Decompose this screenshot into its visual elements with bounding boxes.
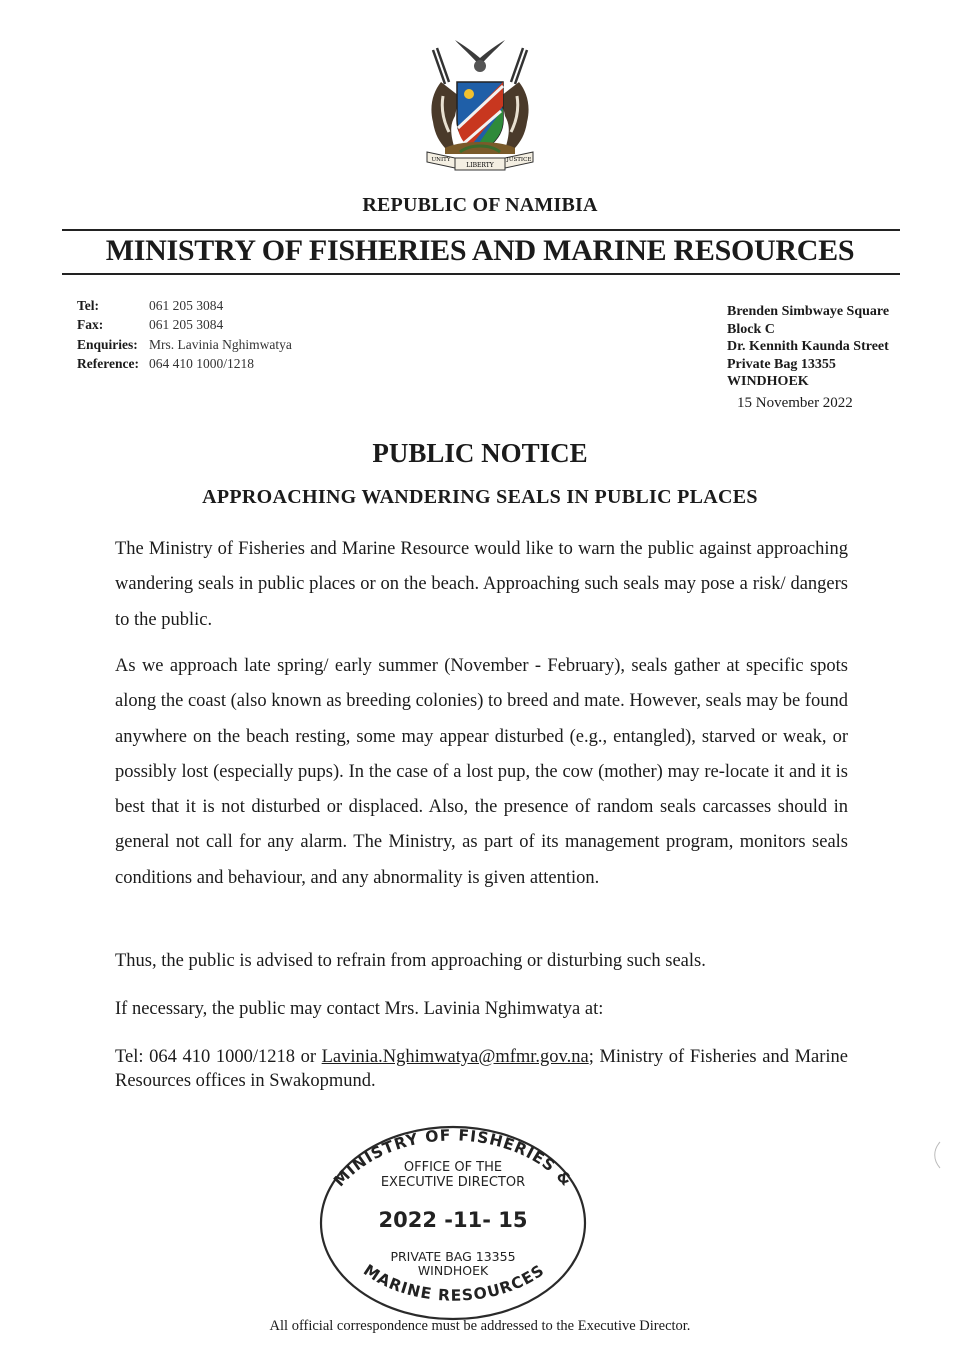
official-stamp [318,1124,588,1322]
header-rule-top [62,229,900,231]
contact-value: 061 205 3084 [149,297,224,313]
body-paragraph: As we approach late spring/ early summer (November - February), seals gather at specific spots along the coast (also known as breeding colonies) to breed and mate. However, seals may be found anywhere on the beach resting, some may appear disturbed (e.g., entangled), starved or weak, or possibly lost (especially pups). In the case of a lost pup, the cow (mother) may re-locate it and it is best that it is not disturbed or displaced. Also, the presence of random seals carcasses should in general not call for any alarm. The Ministry, as part of its management program, monitors seals conditions and behaviour, and any abnormality is given attention. [115,656,848,888]
email-link[interactable]: Lavinia.Nghimwatya@mfmr.gov.na [321,1047,589,1067]
footer-note: All official correspondence must be addressed to the Executive Director. [269,1318,691,1334]
body-paragraph: If necessary, the public may contact Mrs. Lavinia Nghimwatya at: [115,999,604,1019]
contact-value: 064 410 1000/1218 [149,356,255,372]
contact-row-enquiries [77,335,292,355]
republic-heading: REPUBLIC OF NAMIBIA [362,194,598,216]
body-paragraph: Thus, the public is advised to refrain from approaching or disturbing such seals. [115,951,706,971]
contact-paragraph [115,1046,848,1093]
scan-edge-mark [930,1140,942,1170]
stamp-bag: PRIVATE BAG 13355 [390,1249,516,1264]
contact-line-prefix: Tel: 064 410 1000/1218 or [115,1047,322,1067]
contact-label: Fax: [77,317,104,333]
contact-block [77,296,292,374]
stamp-date: 2022 -11- 15 [378,1208,528,1232]
ministry-heading: MINISTRY OF FISHERIES AND MARINE RESOURCES [105,234,855,267]
address-line: Private Bag 13355 [727,356,836,372]
letter-date: 15 November 2022 [737,395,853,411]
notice-subtitle: APPROACHING WANDERING SEALS IN PUBLIC PLACES [202,486,758,508]
contact-row-tel [77,296,292,316]
contact-row-reference [77,355,292,375]
header-rule-bottom [62,273,900,275]
contact-row-fax [77,316,292,336]
notice-title: PUBLIC NOTICE [372,438,588,468]
stamp-director: EXECUTIVE DIRECTOR [380,1175,526,1190]
contact-value: Mrs. Lavinia Nghimwatya [149,336,292,352]
stamp-office: OFFICE OF THE [403,1160,503,1175]
contact-label: Reference: [77,356,139,372]
address-line: Brenden Simbwaye Square [727,304,890,319]
address-line: Block C [727,321,775,337]
crest-label-unity: UNITY [431,157,451,163]
stamp-bottom-arc: MARINE RESOURCES [360,1261,548,1305]
contact-line-suffix: ; Ministry of Fisheries and Marine Resources offices in Swakopmund. [115,1047,848,1091]
crest-label-justice: JUSTICE [506,157,532,163]
address-line: Dr. Kennith Kaunda Street [727,339,889,354]
body-paragraph: The Ministry of Fisheries and Marine Resource would like to warn the public against approaching wandering seals in public places or on the beach. Approaching such seals may pose a risk/ dangers to the public. [115,539,848,630]
contact-value: 061 205 3084 [149,317,224,333]
address-line: WINDHOEK [727,374,809,389]
crest-label-liberty: LIBERTY [466,162,494,169]
stamp-top-arc: MINISTRY OF FISHERIES & [330,1126,576,1191]
stamp-city: WINDHOEK [417,1263,489,1278]
coat-of-arms-icon [415,36,545,176]
contact-label: Enquiries: [77,336,138,352]
address-block [727,303,889,391]
contact-label: Tel: [77,297,100,313]
